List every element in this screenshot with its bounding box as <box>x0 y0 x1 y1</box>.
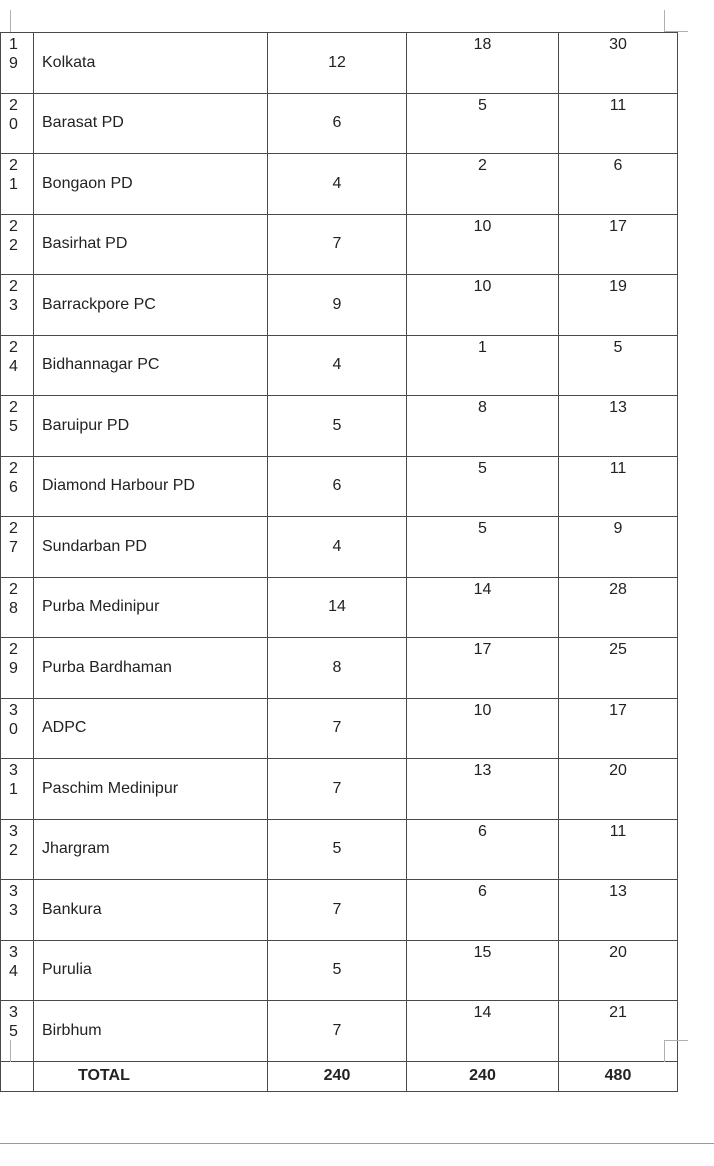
table-row <box>1 335 678 396</box>
district-name-cell: Birbhum <box>34 1001 268 1062</box>
total-label: TOTAL <box>34 1061 268 1091</box>
district-name-cell: Bankura <box>34 880 268 941</box>
serial-number-cell: 2 2 <box>1 214 34 275</box>
count-a-cell: 4 <box>268 335 407 396</box>
total-count-b: 240 <box>407 1061 559 1091</box>
count-b-cell: 18 <box>407 33 559 94</box>
row-total-cell: 19 <box>559 275 678 336</box>
row-total-cell: 11 <box>559 819 678 880</box>
count-b-cell: 5 <box>407 517 559 578</box>
table-row <box>1 396 678 457</box>
row-total-cell: 6 <box>559 154 678 215</box>
count-b-cell: 8 <box>407 396 559 457</box>
count-b-cell: 10 <box>407 275 559 336</box>
district-name-cell: Basirhat PD <box>34 214 268 275</box>
crop-mark-bottom-right-horizontal <box>664 1040 688 1041</box>
grand-total: 480 <box>559 1061 678 1091</box>
table-row <box>1 698 678 759</box>
table-row <box>1 819 678 880</box>
row-total-cell: 5 <box>559 335 678 396</box>
crop-mark-bottom-right-vertical <box>664 1040 665 1062</box>
serial-number-cell: 2 1 <box>1 154 34 215</box>
count-a-cell: 5 <box>268 940 407 1001</box>
count-a-cell: 7 <box>268 698 407 759</box>
table-row <box>1 456 678 517</box>
count-a-cell: 9 <box>268 275 407 336</box>
row-total-cell: 9 <box>559 517 678 578</box>
count-b-cell: 13 <box>407 759 559 820</box>
serial-number-cell: 3 0 <box>1 698 34 759</box>
count-b-cell: 15 <box>407 940 559 1001</box>
table-row <box>1 154 678 215</box>
count-a-cell: 7 <box>268 214 407 275</box>
serial-number-cell: 2 5 <box>1 396 34 457</box>
row-total-cell: 30 <box>559 33 678 94</box>
count-b-cell: 14 <box>407 577 559 638</box>
serial-number-cell: 3 4 <box>1 940 34 1001</box>
table-row <box>1 577 678 638</box>
district-name-cell: Purba Medinipur <box>34 577 268 638</box>
table-row <box>1 1001 678 1062</box>
district-name-cell: Jhargram <box>34 819 268 880</box>
row-total-cell: 17 <box>559 698 678 759</box>
count-b-cell: 1 <box>407 335 559 396</box>
count-a-cell: 7 <box>268 759 407 820</box>
row-total-cell: 25 <box>559 638 678 699</box>
table-row <box>1 33 678 94</box>
serial-number-cell: 2 9 <box>1 638 34 699</box>
count-b-cell: 10 <box>407 214 559 275</box>
serial-number-cell: 2 4 <box>1 335 34 396</box>
table-row <box>1 759 678 820</box>
count-a-cell: 6 <box>268 93 407 154</box>
total-count-a: 240 <box>268 1061 407 1091</box>
serial-number-cell: 2 3 <box>1 275 34 336</box>
district-name-cell: Barasat PD <box>34 93 268 154</box>
count-b-cell: 2 <box>407 154 559 215</box>
row-total-cell: 20 <box>559 940 678 1001</box>
count-b-cell: 14 <box>407 1001 559 1062</box>
row-total-cell: 11 <box>559 456 678 517</box>
count-b-cell: 17 <box>407 638 559 699</box>
page-edge-line <box>0 1143 714 1144</box>
district-count-table <box>0 32 678 1092</box>
count-a-cell: 8 <box>268 638 407 699</box>
table-row <box>1 940 678 1001</box>
count-a-cell: 4 <box>268 517 407 578</box>
crop-mark-bottom-left <box>10 1040 11 1062</box>
count-a-cell: 5 <box>268 819 407 880</box>
count-b-cell: 6 <box>407 880 559 941</box>
district-name-cell: Paschim Medinipur <box>34 759 268 820</box>
row-total-cell: 13 <box>559 880 678 941</box>
district-name-cell: ADPC <box>34 698 268 759</box>
serial-number-cell: 2 7 <box>1 517 34 578</box>
count-b-cell: 5 <box>407 456 559 517</box>
serial-number-cell: 3 5 <box>1 1001 34 1062</box>
row-total-cell: 11 <box>559 93 678 154</box>
table-row <box>1 214 678 275</box>
district-name-cell: Bidhannagar PC <box>34 335 268 396</box>
count-b-cell: 10 <box>407 698 559 759</box>
count-a-cell: 12 <box>268 33 407 94</box>
serial-number-cell: 1 9 <box>1 33 34 94</box>
table-row <box>1 275 678 336</box>
total-row <box>1 1061 678 1091</box>
count-a-cell: 5 <box>268 396 407 457</box>
table-row <box>1 517 678 578</box>
count-b-cell: 5 <box>407 93 559 154</box>
row-total-cell: 13 <box>559 396 678 457</box>
row-total-cell: 20 <box>559 759 678 820</box>
district-name-cell: Bongaon PD <box>34 154 268 215</box>
count-a-cell: 14 <box>268 577 407 638</box>
row-total-cell: 28 <box>559 577 678 638</box>
table-row <box>1 638 678 699</box>
serial-number-cell: 2 6 <box>1 456 34 517</box>
count-a-cell: 6 <box>268 456 407 517</box>
table-row <box>1 93 678 154</box>
district-name-cell: Purba Bardhaman <box>34 638 268 699</box>
count-a-cell: 7 <box>268 1001 407 1062</box>
crop-mark-top-left <box>10 10 11 32</box>
total-serial-cell <box>1 1061 34 1091</box>
serial-number-cell: 2 0 <box>1 93 34 154</box>
serial-number-cell: 3 3 <box>1 880 34 941</box>
count-a-cell: 4 <box>268 154 407 215</box>
district-name-cell: Sundarban PD <box>34 517 268 578</box>
district-name-cell: Diamond Harbour PD <box>34 456 268 517</box>
district-name-cell: Kolkata <box>34 33 268 94</box>
serial-number-cell: 3 2 <box>1 819 34 880</box>
row-total-cell: 17 <box>559 214 678 275</box>
count-b-cell: 6 <box>407 819 559 880</box>
district-name-cell: Barrackpore PC <box>34 275 268 336</box>
district-name-cell: Purulia <box>34 940 268 1001</box>
row-total-cell: 21 <box>559 1001 678 1062</box>
serial-number-cell: 3 1 <box>1 759 34 820</box>
serial-number-cell: 2 8 <box>1 577 34 638</box>
crop-mark-top-right-vertical <box>664 10 665 32</box>
count-a-cell: 7 <box>268 880 407 941</box>
district-name-cell: Baruipur PD <box>34 396 268 457</box>
table-row <box>1 880 678 941</box>
